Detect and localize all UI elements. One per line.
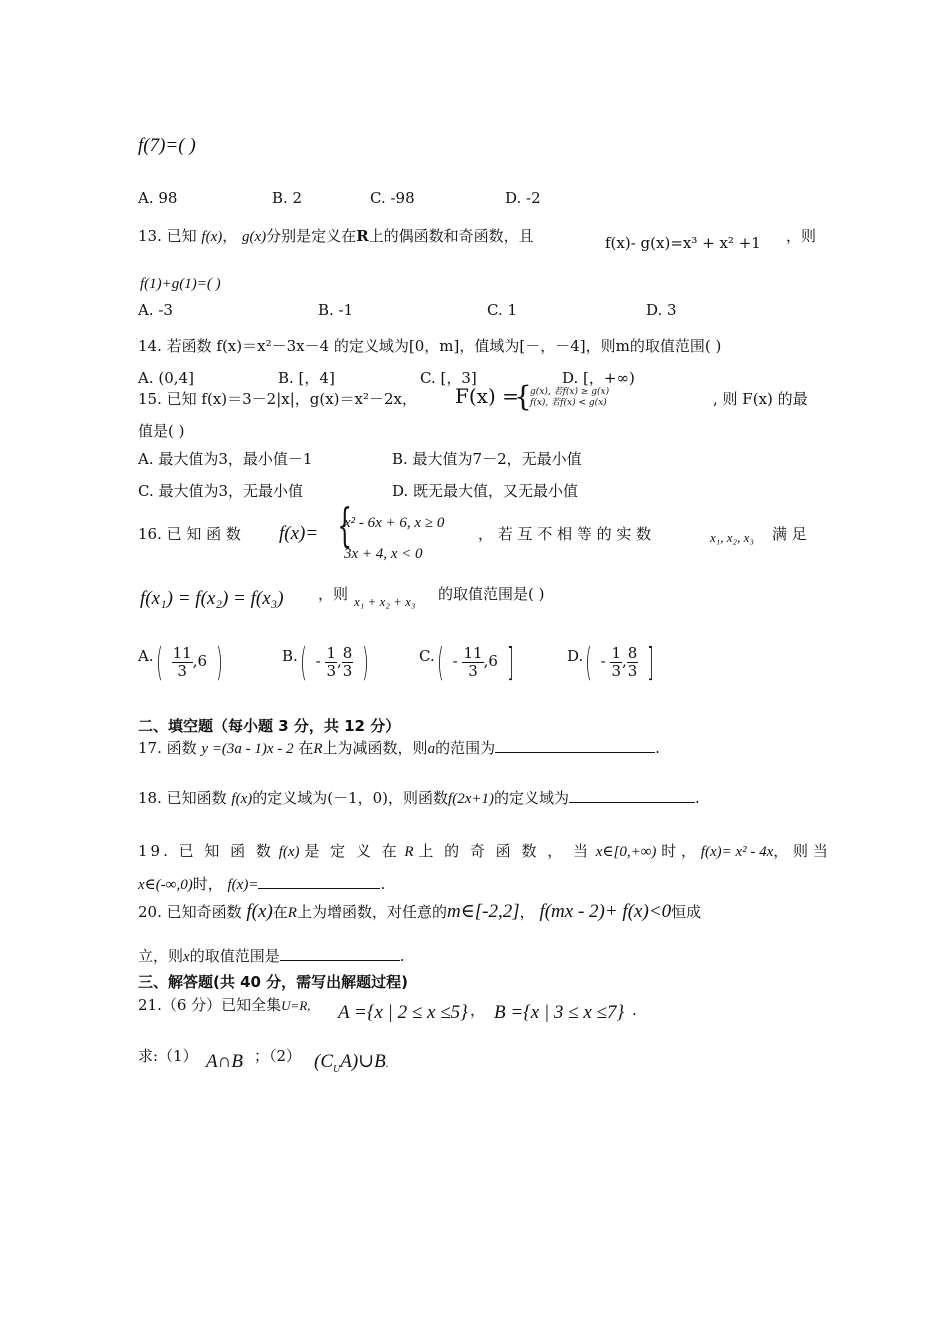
q18-answer-blank[interactable]	[569, 786, 695, 803]
q15-option-a: A. 最大值为3，最小值－1	[138, 450, 313, 468]
q16-cond: f(x₁) = f(x₂) = f(x₃)	[140, 588, 284, 609]
q13-stem: 13. 已知 f(x)， g(x)分别是定义在R上的偶函数和奇函数，且	[138, 227, 534, 245]
q13-then: ，则	[786, 227, 817, 245]
q16-case2: 3x + 4, x < 0	[344, 546, 423, 562]
q12-stem	[138, 136, 196, 156]
q21-set-b: B ={x | 3 ≤ x ≤7}	[494, 1002, 625, 1023]
q16-option-c: ( - $\frac{11}{3}$ ,6 ]	[437, 640, 514, 684]
q16-option-c-label: C.	[419, 647, 435, 665]
q21-ask-1: A∩B	[206, 1051, 243, 1072]
q21-ask-2-label: ；（2）	[254, 1047, 302, 1065]
q15-F-symbol: F(x) =	[455, 384, 519, 408]
q21-sep: ，	[470, 1001, 486, 1019]
section-2-heading: 二、填空题（每小题 3 分，共 12 分）	[138, 717, 401, 735]
q13-option-b: B. -1	[318, 301, 354, 319]
q16-brace: {	[337, 498, 352, 552]
q14-option-c: C. [，3]	[420, 369, 477, 387]
q13-option-d: D. 3	[646, 301, 677, 319]
q19-stem-line2: x∈(-∞,0)时， f(x)= .	[138, 872, 385, 895]
q12-option-d: D. -2	[505, 189, 541, 207]
q21-stem: 21.（6 分）已知全集U=R,	[138, 996, 311, 1014]
q13-option-c: C. 1	[487, 301, 518, 319]
q15-stem-tail: , 则 F(x) 的最	[713, 390, 808, 408]
q16-vars: x₁, x₂, x₃	[710, 530, 754, 545]
q16-option-a-fraction: $\frac{11}{3}$	[172, 643, 192, 680]
q15-piece-top: g(x), 若f(x) ≥ g(x)	[530, 387, 610, 397]
q15-stem-line2: 值是( )	[138, 422, 185, 440]
q19-answer-blank[interactable]	[258, 872, 380, 889]
q21-ask-2: $(C_UA)\cup B$.	[314, 1051, 389, 1075]
q12-ask: f(7)=( )	[138, 135, 196, 156]
q21-set-a: A ={x | 2 ≤ x ≤5}	[338, 1002, 468, 1023]
q16-sum: x₁ + x₂ + x₃	[354, 594, 416, 609]
q16-option-b: ( - $\frac{1}{3}$ , $\frac{8}{3}$ )	[300, 640, 369, 684]
q19-stem: 19. 已 知 函 数 f(x) 是 定 义 在 R 上 的 奇 函 数 ， 当 x∈[0,+∞) 时 ， f(x)= x² - 4x， 则 当	[138, 842, 828, 860]
q12-option-b: B. 2	[272, 189, 303, 207]
q16-option-b-label: B.	[282, 647, 298, 665]
q17-stem: 17. 函数 y =(3a - 1)x - 2 在R上为减函数，则a的范围为 .	[138, 736, 660, 759]
q13-ask: f(1)+g(1)=( )	[140, 276, 221, 292]
q15-option-b: B. 最大值为7－2，无最小值	[392, 450, 582, 468]
q21-end: .	[632, 1001, 637, 1019]
q14-option-d: D. [，+∞)	[562, 369, 635, 387]
q20-stem-line2: 立，则x的取值范围是 .	[138, 944, 404, 967]
q20-stem: 20. 已知奇函数 f(x)在R上为增函数，对任意的m∈[-2,2]， f(mx - 2)+ f(x)<0恒成	[138, 901, 702, 922]
q20-answer-blank[interactable]	[280, 944, 400, 961]
q16-text-d: ，则	[318, 585, 349, 603]
q18-stem: 18. 已知函数 f(x)的定义域为(－1，0)，则函数f(2x+1)的定义域为 .	[138, 786, 700, 809]
q16-label: 16. 已 知 函 数	[138, 525, 241, 543]
q12-option-a: A. 98	[138, 189, 178, 207]
q16-text-e: 的取值范围是( )	[438, 585, 545, 603]
q16-option-d-label: D.	[567, 647, 584, 665]
q21-ask-1-label: 求:（1）	[138, 1047, 198, 1065]
q14-stem: 14. 若函数 f(x)＝x²－3x－4 的定义域为[0，m]，值域为[－，－4]，则m的取值范围( )	[138, 337, 722, 355]
q16-option-a: ( $\frac{11}{3}$ ,6 )	[156, 640, 223, 684]
q14-option-b: B. [，4]	[278, 369, 335, 387]
q15-piece-bottom: f(x), 若f(x) < g(x)	[530, 398, 607, 408]
q14-option-a: A. (0,4]	[138, 369, 194, 387]
q15-stem: 15. 已知 f(x)＝3－2|x|，g(x)＝x²－2x，	[138, 390, 418, 408]
q17-answer-blank[interactable]	[495, 736, 655, 753]
q16-fx: f(x)=	[279, 523, 319, 544]
q16-text-c: 满 足	[772, 525, 807, 543]
q12-option-c: C. -98	[370, 189, 415, 207]
q13-option-a: A. -3	[138, 301, 173, 319]
q16-case1: x² - 6x + 6, x ≥ 0	[344, 515, 445, 531]
q16-option-a-label: A.	[138, 647, 154, 665]
q15-option-d: D. 既无最大值，又无最小值	[392, 482, 579, 500]
q16-text-b: ， 若 互 不 相 等 的 实 数	[478, 525, 652, 543]
section-3-heading: 三、解答题(共 40 分，需写出解题过程)	[138, 973, 409, 991]
q15-option-c: C. 最大值为3，无最小值	[138, 482, 304, 500]
q15-brace: {	[514, 380, 532, 413]
q16-option-d: ( - $\frac{1}{3}$ , $\frac{8}{3}$ ]	[585, 640, 654, 684]
q13-equation: f(x)- g(x)=x³ + x² +1	[605, 234, 761, 252]
